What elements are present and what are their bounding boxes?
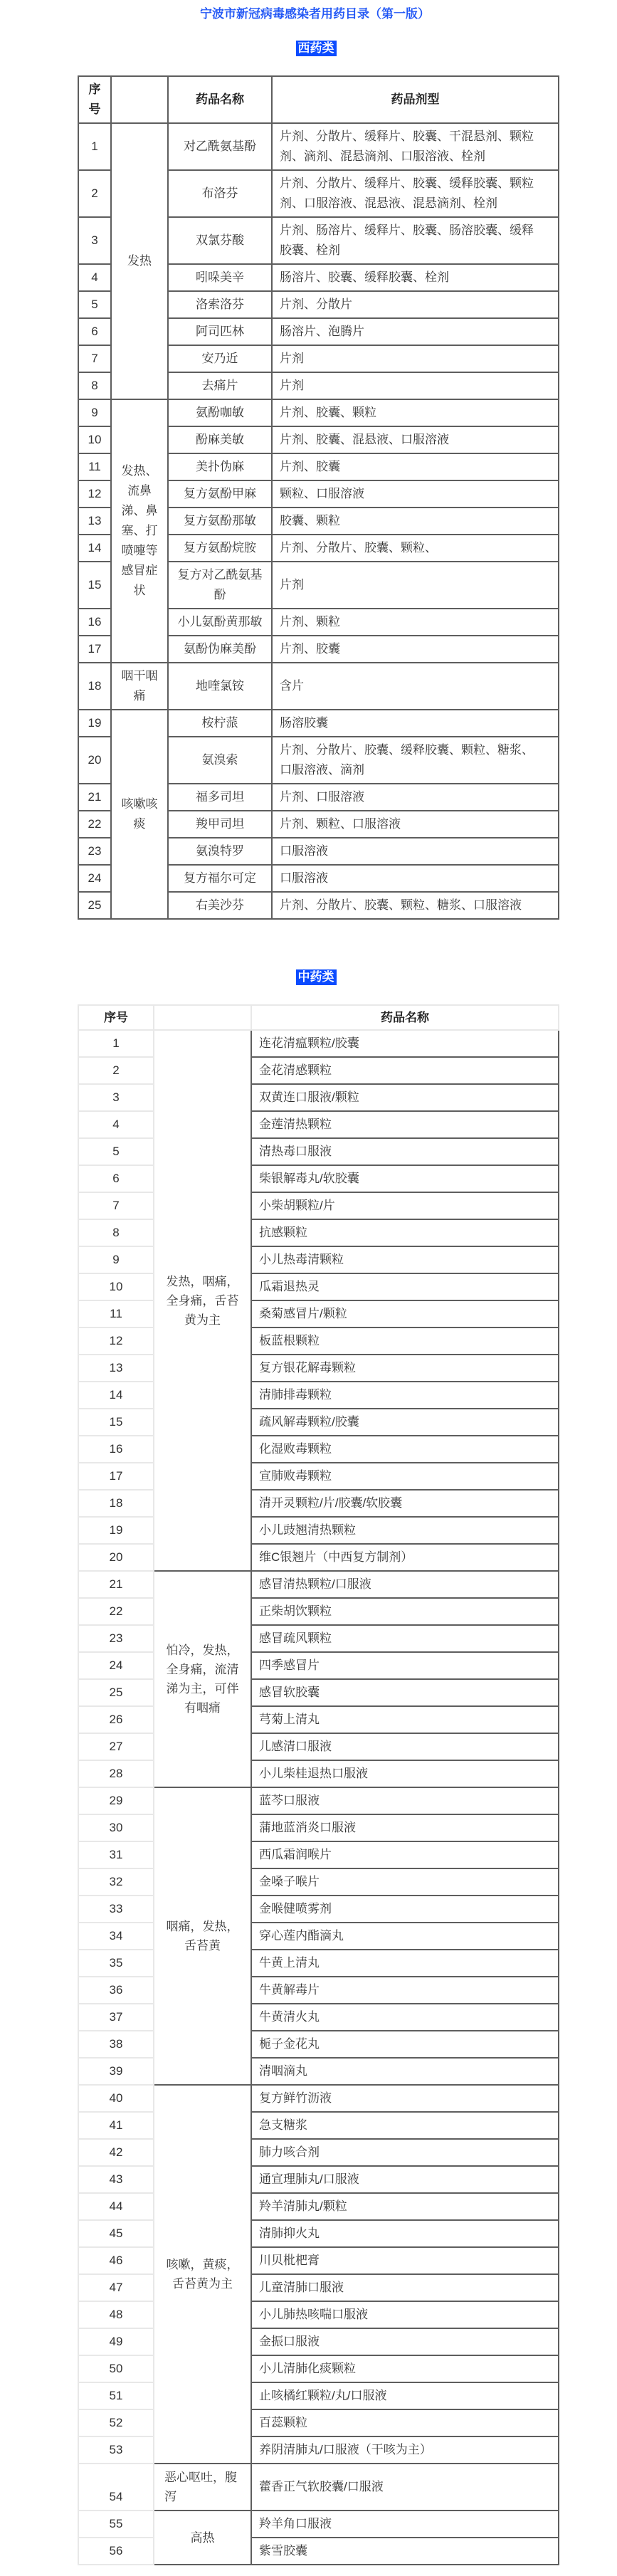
drug-row	[78, 1842, 559, 1869]
row-number: 7	[78, 1193, 154, 1220]
drug-name: 藿香正气软胶囊/口服液	[252, 2464, 559, 2511]
row-number: 56	[78, 2538, 154, 2565]
drug-dosage-forms: 片剂、胶囊	[273, 636, 559, 663]
western-medicine-table	[78, 75, 559, 920]
drug-row	[78, 2031, 559, 2059]
row-number: 19	[78, 1518, 154, 1545]
drug-row	[78, 1950, 559, 1977]
row-number: 1	[78, 1031, 154, 1058]
drug-name: 通宣理肺丸/口服液	[252, 2167, 559, 2194]
drug-row	[78, 1463, 559, 1491]
western-section-header	[0, 41, 617, 56]
drug-row	[78, 2329, 559, 2356]
drug-name: 四季感冒片	[252, 1653, 559, 1680]
drug-name: 感冒疏风颗粒	[252, 1626, 559, 1653]
row-number: 46	[78, 2248, 154, 2275]
row-number: 26	[78, 1707, 154, 1734]
row-number: 35	[78, 1950, 154, 1977]
drug-row	[78, 2113, 559, 2140]
drug-name: 抗感颗粒	[252, 1220, 559, 1247]
drug-name: 穿心莲内酯滴丸	[252, 1923, 559, 1950]
drug-name: 正柴胡饮颗粒	[252, 1599, 559, 1626]
drug-name: 氨酚咖敏	[169, 400, 273, 427]
drug-row	[78, 1734, 559, 1761]
symptom-group: 怕冷，发热，全身痛，流清涕为主，可伴有咽痛	[154, 1572, 252, 1788]
drug-row	[78, 1680, 559, 1707]
row-number: 18	[78, 663, 112, 710]
drug-dosage-forms: 片剂、颗粒	[273, 609, 559, 636]
section-badge-chinese: 中药类	[296, 969, 337, 985]
row-number: 3	[78, 1085, 154, 1112]
drug-dosage-forms: 片剂、分散片、缓释片、胶囊、缓释胶囊、颗粒剂、口服溶液、混悬液、混悬滴剂、栓剂	[273, 171, 559, 218]
row-number: 14	[78, 1382, 154, 1409]
drug-name: 百蕊颗粒	[252, 2410, 559, 2437]
drug-name: 小儿热毒清颗粒	[252, 1247, 559, 1274]
row-number: 4	[78, 1112, 154, 1139]
header-serial-number: 序号	[78, 1004, 154, 1031]
drug-row	[78, 1761, 559, 1788]
drug-row	[78, 1031, 559, 1058]
drug-name: 养阴清肺丸/口服液（干咳为主）	[252, 2437, 559, 2464]
drug-name: 桉柠蒎	[169, 710, 273, 737]
drug-name: 牛黄清火丸	[252, 2004, 559, 2031]
symptom-group: 咽痛，发热，舌苔黄	[154, 1788, 252, 2086]
row-number: 17	[78, 636, 112, 663]
drug-name: 板蓝根颗粒	[252, 1328, 559, 1355]
drug-name: 牛黄解毒片	[252, 1977, 559, 2004]
drug-name: 复方银花解毒颗粒	[252, 1355, 559, 1382]
row-number: 9	[78, 400, 112, 427]
drug-dosage-forms: 片剂	[273, 373, 559, 400]
drug-row	[78, 1977, 559, 2004]
row-number: 3	[78, 218, 112, 265]
drug-name: 小儿豉翘清热颗粒	[252, 1518, 559, 1545]
drug-name: 紫雪胶囊	[252, 2538, 559, 2565]
row-number: 14	[78, 535, 112, 562]
drug-name: 复方氨酚那敏	[169, 508, 273, 535]
symptom-group: 高热	[154, 2511, 252, 2565]
drug-row	[78, 2194, 559, 2221]
drug-row	[78, 1545, 559, 1572]
chinese-section-header	[0, 969, 617, 985]
symptom-group: 发热、流鼻涕、鼻塞、打喷嚏等感冒症状	[112, 400, 169, 663]
drug-row	[78, 1328, 559, 1355]
header-serial-number: 序号	[78, 75, 112, 124]
drug-row	[78, 1869, 559, 1896]
drug-name: 右美沙芬	[169, 893, 273, 920]
row-number: 36	[78, 1977, 154, 2004]
drug-name: 儿感清口服液	[252, 1734, 559, 1761]
drug-name: 蓝芩口服液	[252, 1788, 559, 1815]
row-number: 23	[78, 1626, 154, 1653]
row-number: 48	[78, 2302, 154, 2329]
symptom-group: 发热	[112, 124, 169, 400]
drug-row	[78, 2383, 559, 2410]
drug-name: 金嗓子喉片	[252, 1869, 559, 1896]
drug-name: 急支糖浆	[252, 2113, 559, 2140]
row-number: 21	[78, 1572, 154, 1599]
drug-row	[78, 1896, 559, 1923]
drug-row	[78, 1274, 559, 1301]
row-number: 19	[78, 710, 112, 737]
row-number: 4	[78, 265, 112, 292]
row-number: 39	[78, 2059, 154, 2086]
drug-name: 川贝枇杷膏	[252, 2248, 559, 2275]
drug-dosage-forms: 片剂、颗粒、口服溶液	[273, 811, 559, 838]
row-number: 21	[78, 784, 112, 811]
drug-dosage-forms: 口服溶液	[273, 838, 559, 866]
drug-row	[78, 1436, 559, 1463]
drug-row	[78, 1247, 559, 1274]
row-number: 51	[78, 2383, 154, 2410]
drug-dosage-forms: 颗粒、口服溶液	[273, 481, 559, 508]
row-number: 18	[78, 1491, 154, 1518]
row-number: 9	[78, 1247, 154, 1274]
drug-name: 西瓜霜润喉片	[252, 1842, 559, 1869]
page-title: 宁波市新冠病毒感染者用药目录（第一版）	[200, 7, 430, 21]
drug-row	[78, 1653, 559, 1680]
drug-name: 蒲地蓝消炎口服液	[252, 1815, 559, 1842]
row-number: 53	[78, 2437, 154, 2464]
row-number: 16	[78, 609, 112, 636]
drug-row	[78, 1788, 559, 1815]
row-number: 15	[78, 562, 112, 609]
drug-name: 感冒清热颗粒/口服液	[252, 1572, 559, 1599]
row-number: 2	[78, 1058, 154, 1085]
drug-row	[78, 1599, 559, 1626]
header-drug-name: 药品名称	[252, 1004, 559, 1031]
drug-name: 双黄连口服液/颗粒	[252, 1085, 559, 1112]
drug-row	[78, 2221, 559, 2248]
row-number: 25	[78, 1680, 154, 1707]
drug-name: 阿司匹林	[169, 319, 273, 346]
drug-dosage-forms: 片剂、分散片	[273, 292, 559, 319]
drug-row	[78, 663, 559, 710]
drug-name: 复方氨酚烷胺	[169, 535, 273, 562]
drug-dosage-forms: 片剂、口服溶液	[273, 784, 559, 811]
title-container	[0, 7, 617, 21]
symptom-group: 咽干咽痛	[112, 663, 169, 710]
drug-name: 复方福尔可定	[169, 866, 273, 893]
drug-row	[78, 1923, 559, 1950]
row-number: 11	[78, 454, 112, 481]
row-number: 33	[78, 1896, 154, 1923]
row-number: 45	[78, 2221, 154, 2248]
drug-row	[78, 1355, 559, 1382]
drug-dosage-forms: 片剂、肠溶片、缓释片、胶囊、肠溶胶囊、缓释胶囊、栓剂	[273, 218, 559, 265]
drug-name: 止咳橘红颗粒/丸/口服液	[252, 2383, 559, 2410]
drug-name: 羧甲司坦	[169, 811, 273, 838]
western-table-body	[78, 124, 559, 920]
drug-name: 柴银解毒丸/软胶囊	[252, 1166, 559, 1193]
table-header-row	[78, 75, 559, 124]
drug-name: 去痛片	[169, 373, 273, 400]
drug-dosage-forms: 胶囊、颗粒	[273, 508, 559, 535]
symptom-group: 恶心呕吐，腹泻	[154, 2464, 252, 2511]
drug-row	[78, 1139, 559, 1166]
drug-name: 氨酚伪麻美酚	[169, 636, 273, 663]
drug-row	[78, 2410, 559, 2437]
drug-name: 牛黄上清丸	[252, 1950, 559, 1977]
drug-name: 金莲清热颗粒	[252, 1112, 559, 1139]
row-number: 30	[78, 1815, 154, 1842]
drug-name: 复方氨酚甲麻	[169, 481, 273, 508]
row-number: 22	[78, 1599, 154, 1626]
row-number: 20	[78, 1545, 154, 1572]
drug-name: 清咽滴丸	[252, 2059, 559, 2086]
symptom-group: 咳嗽咳痰	[112, 710, 169, 920]
drug-dosage-forms: 片剂、胶囊	[273, 454, 559, 481]
drug-row	[78, 2538, 559, 2565]
drug-dosage-forms: 口服溶液	[273, 866, 559, 893]
drug-name: 小儿柴桂退热口服液	[252, 1761, 559, 1788]
drug-row	[78, 1572, 559, 1599]
drug-dosage-forms: 片剂、胶囊、混悬液、口服溶液	[273, 427, 559, 454]
row-number: 10	[78, 427, 112, 454]
drug-name: 清肺抑火丸	[252, 2221, 559, 2248]
row-number: 55	[78, 2511, 154, 2538]
drug-name: 金花清感颗粒	[252, 1058, 559, 1085]
drug-row	[78, 710, 559, 737]
drug-row	[78, 2511, 559, 2538]
row-number: 17	[78, 1463, 154, 1491]
drug-row	[78, 1301, 559, 1328]
drug-name: 小儿氨酚黄那敏	[169, 609, 273, 636]
drug-name: 栀子金花丸	[252, 2031, 559, 2059]
drug-row	[78, 1707, 559, 1734]
drug-row	[78, 2275, 559, 2302]
row-number: 13	[78, 508, 112, 535]
drug-name: 宣肺败毒颗粒	[252, 1463, 559, 1491]
drug-row	[78, 2140, 559, 2167]
drug-name: 安乃近	[169, 346, 273, 373]
drug-row	[78, 2356, 559, 2383]
drug-name: 复方鲜竹沥液	[252, 2086, 559, 2113]
drug-name: 布洛芬	[169, 171, 273, 218]
drug-row	[78, 1815, 559, 1842]
drug-dosage-forms: 肠溶胶囊	[273, 710, 559, 737]
drug-name: 感冒软胶囊	[252, 1680, 559, 1707]
section-badge-western: 西药类	[296, 41, 337, 56]
drug-name: 连花清瘟颗粒/胶囊	[252, 1031, 559, 1058]
drug-row	[78, 1491, 559, 1518]
drug-row	[78, 1382, 559, 1409]
drug-row	[78, 1085, 559, 1112]
row-number: 7	[78, 346, 112, 373]
row-number: 40	[78, 2086, 154, 2113]
drug-name: 双氯芬酸	[169, 218, 273, 265]
symptom-group: 发热，咽痛，全身痛，舌苔黄为主	[154, 1031, 252, 1572]
header-symptom	[154, 1004, 252, 1031]
row-number: 29	[78, 1788, 154, 1815]
row-number: 8	[78, 1220, 154, 1247]
row-number: 31	[78, 1842, 154, 1869]
drug-name: 儿童清肺口服液	[252, 2275, 559, 2302]
row-number: 28	[78, 1761, 154, 1788]
drug-row	[78, 1166, 559, 1193]
drug-name: 羚羊角口服液	[252, 2511, 559, 2538]
drug-dosage-forms: 片剂、胶囊、颗粒	[273, 400, 559, 427]
drug-name: 小儿清肺化痰颗粒	[252, 2356, 559, 2383]
drug-name: 氨溴索	[169, 737, 273, 784]
drug-row	[78, 1518, 559, 1545]
row-number: 5	[78, 1139, 154, 1166]
drug-row	[78, 1058, 559, 1085]
row-number: 10	[78, 1274, 154, 1301]
symptom-group: 咳嗽，黄痰，舌苔黄为主	[154, 2086, 252, 2464]
drug-name: 复方对乙酰氨基酚	[169, 562, 273, 609]
drug-name: 地喹氯铵	[169, 663, 273, 710]
drug-row	[78, 2248, 559, 2275]
row-number: 22	[78, 811, 112, 838]
drug-row	[78, 2437, 559, 2464]
row-number: 49	[78, 2329, 154, 2356]
drug-dosage-forms: 肠溶片、胶囊、缓释胶囊、栓剂	[273, 265, 559, 292]
row-number: 32	[78, 1869, 154, 1896]
drug-row	[78, 1409, 559, 1436]
drug-dosage-forms: 片剂、分散片、胶囊、缓释胶囊、颗粒、糖浆、口服溶液、滴剂	[273, 737, 559, 784]
drug-name: 羚羊清肺丸/颗粒	[252, 2194, 559, 2221]
drug-row	[78, 2086, 559, 2113]
chinese-table-body	[78, 1031, 559, 2565]
drug-name: 瓜霜退热灵	[252, 1274, 559, 1301]
drug-row	[78, 2059, 559, 2086]
row-number: 24	[78, 866, 112, 893]
drug-dosage-forms: 片剂、分散片、胶囊、颗粒、糖浆、口服溶液	[273, 893, 559, 920]
drug-dosage-forms: 片剂、分散片、胶囊、颗粒、	[273, 535, 559, 562]
drug-name: 小儿肺热咳喘口服液	[252, 2302, 559, 2329]
drug-name: 维C银翘片（中西复方制剂）	[252, 1545, 559, 1572]
drug-name: 化湿败毒颗粒	[252, 1436, 559, 1463]
drug-name: 酚麻美敏	[169, 427, 273, 454]
row-number: 47	[78, 2275, 154, 2302]
row-number: 52	[78, 2410, 154, 2437]
drug-name: 肺力咳合剂	[252, 2140, 559, 2167]
row-number: 54	[78, 2464, 154, 2511]
row-number: 6	[78, 1166, 154, 1193]
row-number: 1	[78, 124, 112, 171]
row-number: 5	[78, 292, 112, 319]
row-number: 38	[78, 2031, 154, 2059]
row-number: 6	[78, 319, 112, 346]
drug-dosage-forms: 含片	[273, 663, 559, 710]
row-number: 25	[78, 893, 112, 920]
drug-row	[78, 2167, 559, 2194]
drug-name: 疏风解毒颗粒/胶囊	[252, 1409, 559, 1436]
drug-name: 洛索洛芬	[169, 292, 273, 319]
row-number: 12	[78, 1328, 154, 1355]
row-number: 12	[78, 481, 112, 508]
drug-name: 芎菊上清丸	[252, 1707, 559, 1734]
drug-row	[78, 1112, 559, 1139]
row-number: 34	[78, 1923, 154, 1950]
drug-name: 福多司坦	[169, 784, 273, 811]
row-number: 15	[78, 1409, 154, 1436]
drug-name: 清热毒口服液	[252, 1139, 559, 1166]
row-number: 8	[78, 373, 112, 400]
row-number: 37	[78, 2004, 154, 2031]
drug-name: 小柴胡颗粒/片	[252, 1193, 559, 1220]
row-number: 27	[78, 1734, 154, 1761]
drug-row	[78, 124, 559, 171]
header-dosage-form: 药品剂型	[273, 75, 559, 124]
row-number: 43	[78, 2167, 154, 2194]
row-number: 24	[78, 1653, 154, 1680]
drug-name: 对乙酰氨基酚	[169, 124, 273, 171]
table-header-row	[78, 1004, 559, 1031]
row-number: 41	[78, 2113, 154, 2140]
drug-name: 金喉健喷雾剂	[252, 1896, 559, 1923]
row-number: 16	[78, 1436, 154, 1463]
row-number: 20	[78, 737, 112, 784]
drug-dosage-forms: 肠溶片、泡腾片	[273, 319, 559, 346]
drug-name: 清开灵颗粒/片/胶囊/软胶囊	[252, 1491, 559, 1518]
drug-row	[78, 400, 559, 427]
header-drug-name: 药品名称	[169, 75, 273, 124]
row-number: 2	[78, 171, 112, 218]
drug-name: 美扑伪麻	[169, 454, 273, 481]
drug-dosage-forms: 片剂	[273, 346, 559, 373]
drug-name: 金振口服液	[252, 2329, 559, 2356]
drug-row	[78, 2302, 559, 2329]
drug-name: 清肺排毒颗粒	[252, 1382, 559, 1409]
drug-dosage-forms: 片剂	[273, 562, 559, 609]
header-symptom	[112, 75, 169, 124]
drug-row	[78, 1220, 559, 1247]
row-number: 23	[78, 838, 112, 866]
drug-row	[78, 2004, 559, 2031]
drug-name: 桑菊感冒片/颗粒	[252, 1301, 559, 1328]
row-number: 42	[78, 2140, 154, 2167]
drug-dosage-forms: 片剂、分散片、缓释片、胶囊、干混悬剂、颗粒剂、滴剂、混悬滴剂、口服溶液、栓剂	[273, 124, 559, 171]
drug-row	[78, 2464, 559, 2511]
drug-name: 氨溴特罗	[169, 838, 273, 866]
drug-row	[78, 1193, 559, 1220]
drug-name: 吲哚美辛	[169, 265, 273, 292]
chinese-medicine-table	[78, 1004, 559, 2565]
row-number: 11	[78, 1301, 154, 1328]
row-number: 13	[78, 1355, 154, 1382]
drug-row	[78, 1626, 559, 1653]
row-number: 44	[78, 2194, 154, 2221]
row-number: 50	[78, 2356, 154, 2383]
